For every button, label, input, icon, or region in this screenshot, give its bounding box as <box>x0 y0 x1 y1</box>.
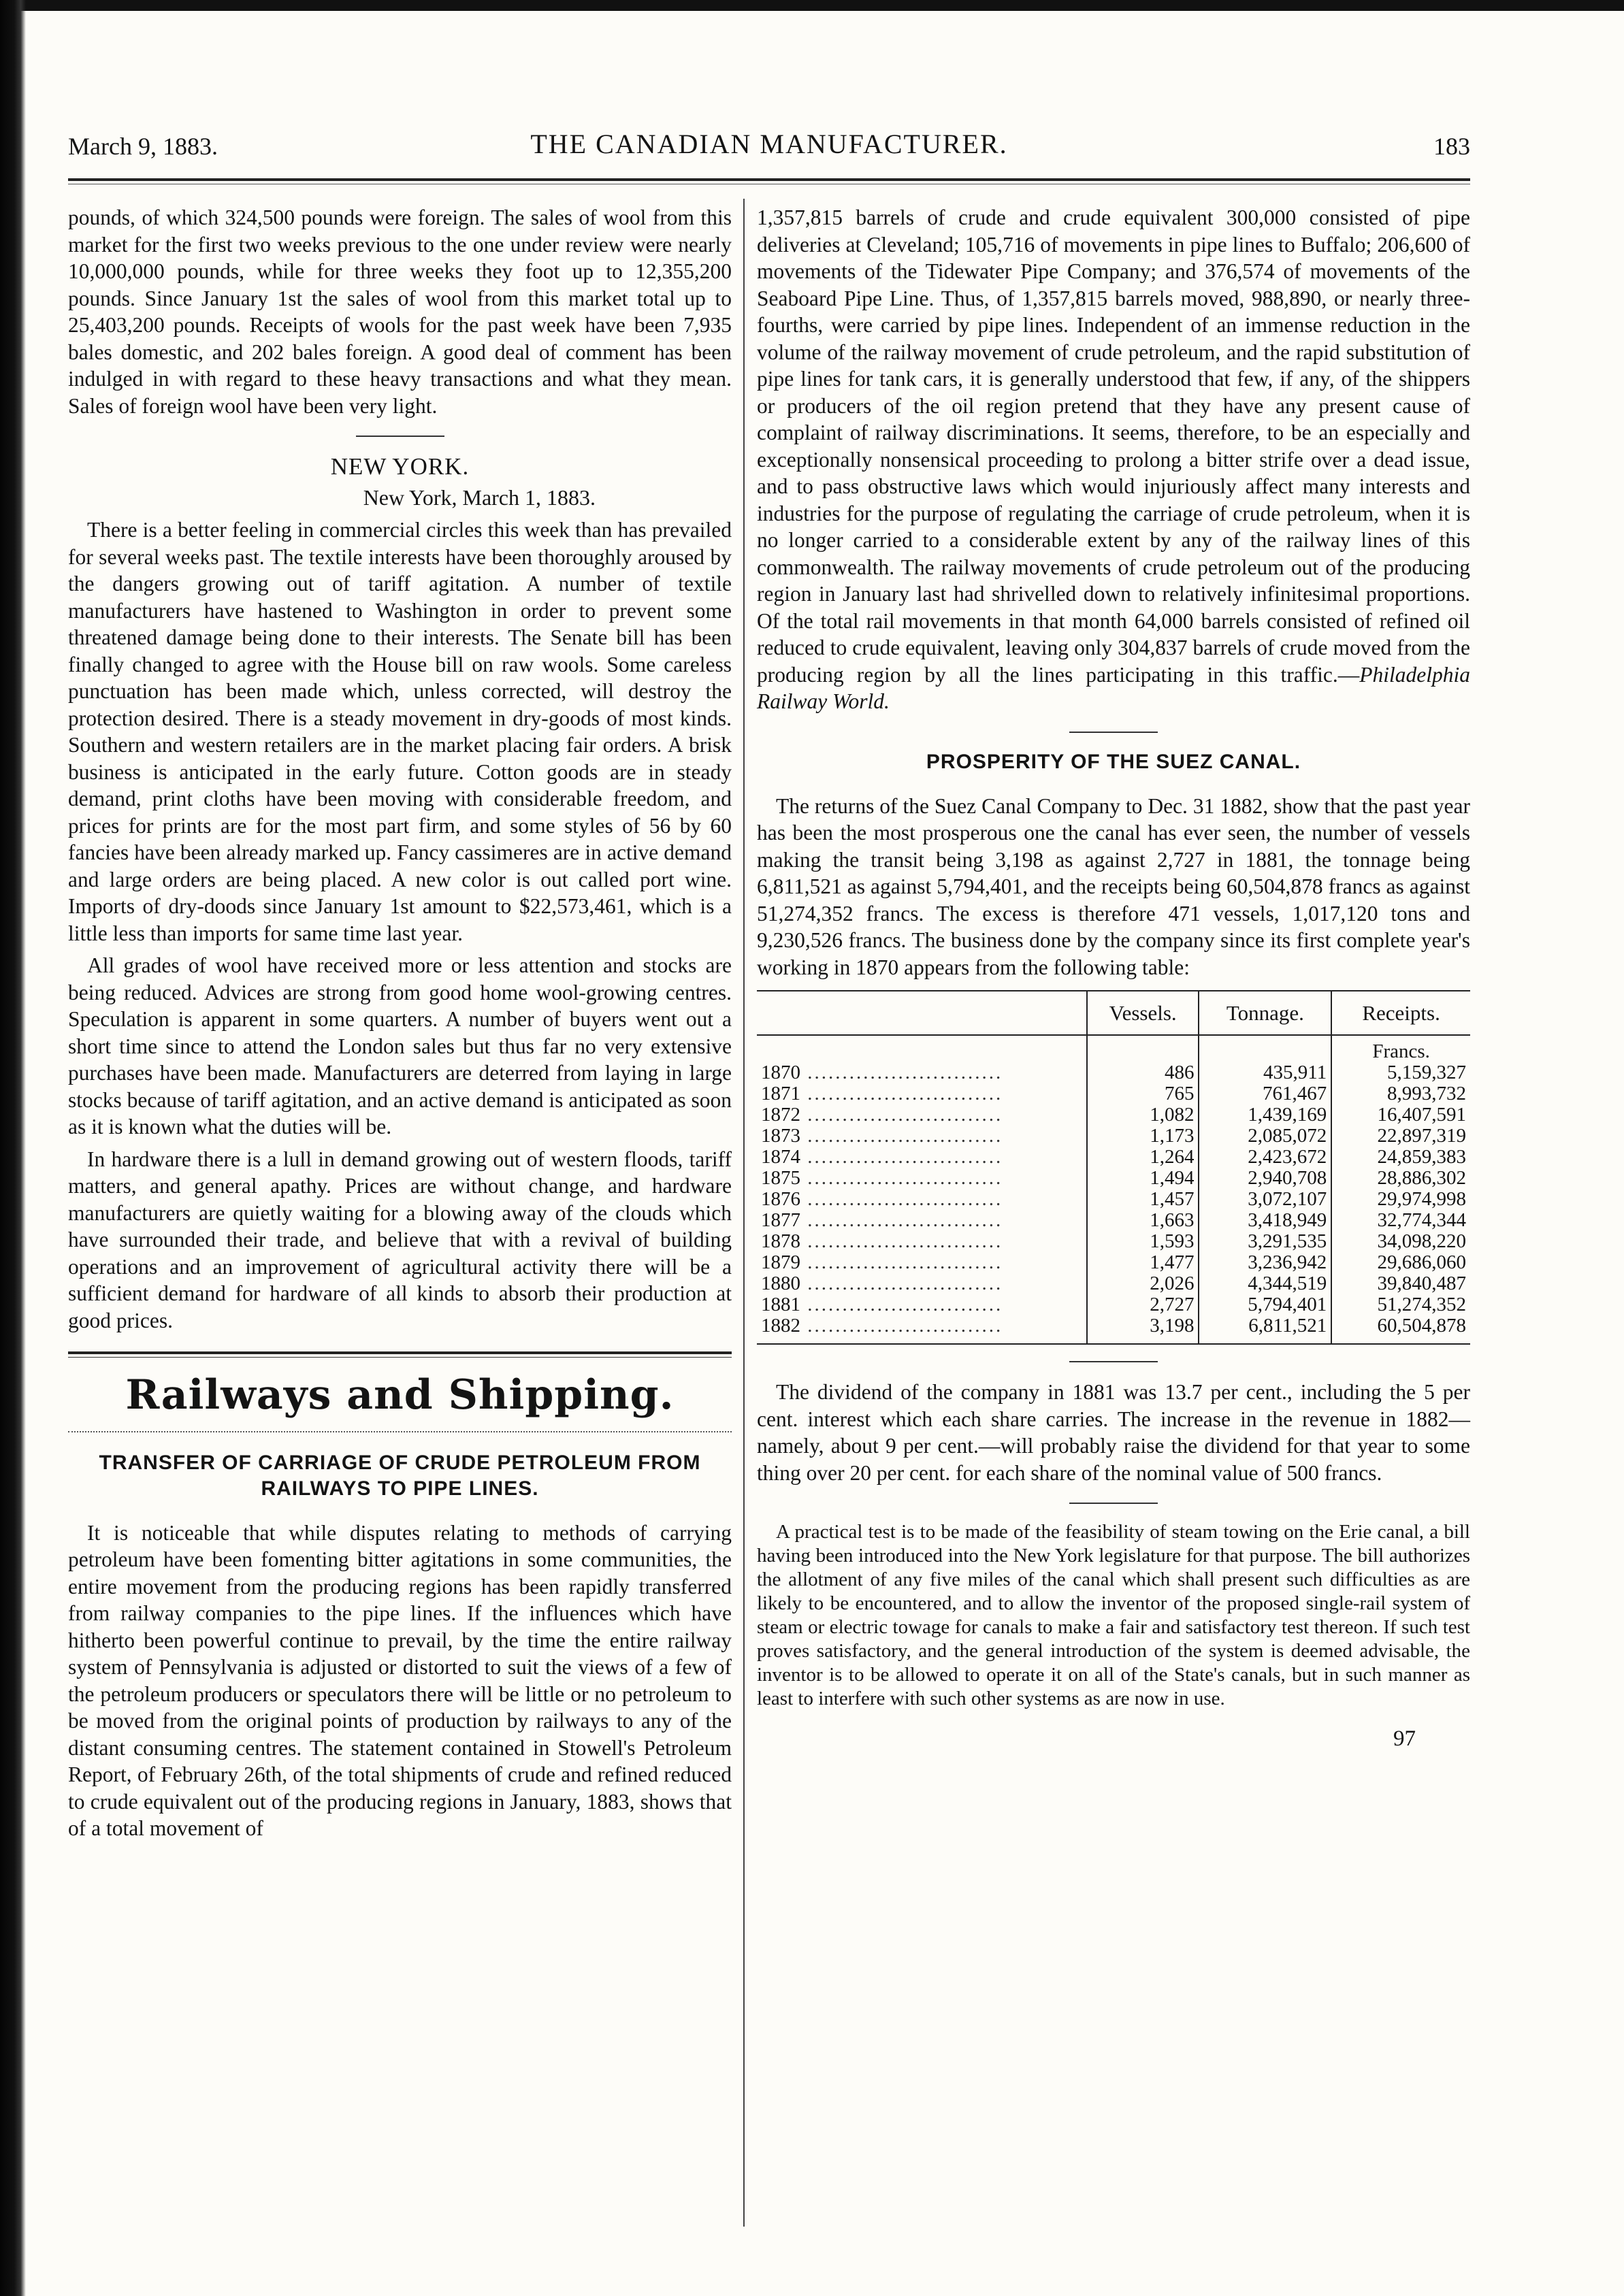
table-row <box>757 1168 1470 1189</box>
tonnage-cell: 5,794,401 <box>1199 1294 1331 1315</box>
separator-rule <box>1069 1503 1158 1504</box>
separator-rule <box>356 436 444 437</box>
tonnage-column-header: Tonnage. <box>1199 991 1331 1035</box>
vessels-cell: 1,663 <box>1087 1210 1199 1231</box>
dot-leader: ............................ <box>800 1083 1003 1104</box>
year-cell: 1874 ............................ <box>761 1146 1003 1168</box>
new-york-paragraph-1: There is a better feeling in commercial circles this week than has prevailed for several weeks past. The textile interests have been thoroughly aroused by the dangers growing out of tariff agitation. A number of textile manufacturers have hastened to Washington in order to prevent some threatened damage being done to their interests. The Senate bill has been finally changed to agree with the House bill on raw wools. Some careless punctuation has been made which, unless corrected, will destroy the protection desired. There is a steady movement in dry-goods of most kinds. Southern and western retailers are in the market placing fair orders. A brisk business is anticipated in the early future. Cotton goods are in steady demand, print cloths have been moving with considerable freedom, and prices for prints are for the most part firm, and some styles of 56 by 60 fancies have been already marked up. Fancy cassimeres are in active demand and large orders are being placed. A new color is out called port wine. Imports of dry-doods since January 1st amount to $22,573,461, which is a little less than imports for same time last year. <box>68 518 732 945</box>
table-row <box>757 1104 1470 1126</box>
vessels-cell: 2,026 <box>1087 1273 1199 1294</box>
dot-leader: ............................ <box>800 1146 1003 1168</box>
receipts-cell: 29,974,998 <box>1331 1189 1470 1210</box>
tonnage-cell: 3,418,949 <box>1199 1210 1331 1231</box>
left-column <box>68 204 732 1848</box>
vessels-cell: 1,264 <box>1087 1147 1199 1168</box>
header-rule <box>68 178 1470 181</box>
right-column <box>757 204 1470 1753</box>
separator-rule <box>1069 1361 1158 1362</box>
towing-paragraph: A practical test is to be made of the feasibility of steam towing on the Erie canal, a bill having been introduced into the New York legislature for that purpose. The bill authorizes the allotment of any five miles of the canal which shall present such difficulties as are likely to be encountered, and to allow the inventor of the proposed single-rail system of steam or electric towage for canals to make a fair and satisfactory test thereon. If such test proves satisfactory, and the general introduction of the system is deemed advisable, the inventor is to be allowed to operate it on all of the State's canals, but in such manner as least to interfere with such other systems as are now in use. <box>757 1521 1470 1709</box>
page-number: 183 <box>1433 133 1470 160</box>
tonnage-cell: 3,072,107 <box>1199 1189 1331 1210</box>
vessels-column-header: Vessels. <box>1087 991 1199 1035</box>
vessels-cell: 1,082 <box>1087 1104 1199 1126</box>
dot-leader: ............................ <box>800 1251 1003 1273</box>
table-body <box>757 1035 1470 1344</box>
vessels-cell: 765 <box>1087 1083 1199 1104</box>
receipts-cell: 8,993,732 <box>1331 1083 1470 1104</box>
vessels-cell: 1,477 <box>1087 1252 1199 1273</box>
table-row <box>757 1210 1470 1231</box>
tonnage-cell: 435,911 <box>1199 1062 1331 1083</box>
binding-shadow <box>0 0 26 2296</box>
column-divider <box>743 199 745 2227</box>
year-cell: 1871 ............................ <box>761 1083 1003 1104</box>
year-cell: 1875 ............................ <box>761 1167 1003 1189</box>
year-cell: 1876 ............................ <box>761 1188 1003 1210</box>
issue-date: March 9, 1883. <box>68 133 218 160</box>
receipts-cell: 28,886,302 <box>1331 1168 1470 1189</box>
tonnage-cell: 3,236,942 <box>1199 1252 1331 1273</box>
table-row <box>757 1062 1470 1083</box>
dot-leader: ............................ <box>800 1188 1003 1210</box>
section-double-rule <box>68 1351 732 1358</box>
dot-leader: ............................ <box>800 1273 1003 1294</box>
receipts-cell: 24,859,383 <box>1331 1147 1470 1168</box>
year-cell: 1882 ............................ <box>757 1315 1087 1344</box>
receipts-cell: 51,274,352 <box>1331 1294 1470 1315</box>
year-cell: 1878 ............................ <box>761 1230 1003 1252</box>
new-york-paragraph-3: In hardware there is a lull in demand growing out of western floods, tariff matters, and general apathy. Prices are without change, and hardware manufacturers are quietly waiting for a blowing away of the clouds which have surrounded their trade, and believe that with a revival of building operations and an improvement of agricultural activity there will be a sufficient demand for hardware of all kinds to absorb their production at good prices. <box>68 1147 732 1332</box>
year-cell: 1879 ............................ <box>761 1251 1003 1273</box>
separator-rule <box>1069 732 1158 733</box>
year-cell: 1873 ............................ <box>761 1125 1003 1147</box>
new-york-paragraph-2: All grades of wool have received more or less attention and stocks are being reduced. Advices are strong from good home wool-growing centres. Speculation is apparent in some quarters. A number of buyers went out a short time since to attend the London sales but thus far no very extensive purchases have been made. Manufacturers are deterred from laying in large stocks because of tariff agitation, and an active demand is anticipated as soon as it is known what the duties will be. <box>68 953 732 1138</box>
receipts-cell: 60,504,878 <box>1331 1315 1470 1344</box>
tonnage-cell: 4,344,519 <box>1199 1273 1331 1294</box>
table-row <box>757 1315 1470 1344</box>
table-row <box>757 1189 1470 1210</box>
vessels-cell: 2,727 <box>1087 1294 1199 1315</box>
page-header <box>68 128 1470 169</box>
petroleum-continuation-text: 1,357,815 barrels of crude and crude equivalent 300,000 consisted of pipe deliveries at Cleveland; 105,716 of movements in pipe lines to Buffalo; 206,600 of movements of the Tidewater Pipe Company; and 376,574 of movements of the Seaboard Pipe Line. Thus, of 1,357,815 barrels moved, 988,890, or nearly three-fourths, were carried by pipe lines. Independent of an immense reduction in the volume of the railway movement of crude petroleum, and the rapid substitution of pipe lines for tank cars, it is generally understood that few, if any, of the shippers or producers of the oil region pretend that they have any present cause of complaint of railway discriminations. It seems, therefore, to be an especially and exceptionally nonsensical proceeding to prolong a bitter strife over a dead issue, and to pass obstructive laws which would injuriously affect many interests and industries for the purpose of regulating the carriage of crude petroleum, when it is no longer carried to a considerable extent by any of the railway lines of this commonwealth. The railway movements of crude petroleum out of the producing region in January last had shrivelled down to relatively infinitesimal proportions. Of the total rail movements in that month 64,000 barrels consisted of refined oil reduced to crude equivalent, leaving only 304,837 barrels of crude moved from the producing region by all the lines participating in this traffic.— <box>757 206 1470 687</box>
dot-leader: ............................ <box>800 1315 1003 1336</box>
page-top-edge <box>0 0 1624 11</box>
table-row <box>757 1294 1470 1315</box>
year-cell: 1877 ............................ <box>761 1209 1003 1231</box>
tonnage-cell: 2,423,672 <box>1199 1147 1331 1168</box>
receipts-cell: 22,897,319 <box>1331 1126 1470 1147</box>
dot-leader: ............................ <box>800 1294 1003 1315</box>
receipts-cell: 39,840,487 <box>1331 1273 1470 1294</box>
year-cell: 1880 ............................ <box>761 1273 1003 1294</box>
dot-leader: ............................ <box>800 1230 1003 1252</box>
new-york-dateline: New York, March 1, 1883. <box>363 485 596 510</box>
tonnage-cell: 2,940,708 <box>1199 1168 1331 1189</box>
tonnage-cell: 2,085,072 <box>1199 1126 1331 1147</box>
receipts-cell: 16,407,591 <box>1331 1104 1470 1126</box>
table-row <box>757 1273 1470 1294</box>
suez-article-title: PROSPERITY OF THE SUEZ CANAL. <box>926 750 1301 773</box>
year-cell: 1881 ............................ <box>761 1294 1003 1315</box>
vessels-cell: 1,593 <box>1087 1231 1199 1252</box>
tonnage-cell: 1,439,169 <box>1199 1104 1331 1126</box>
dot-leader: ............................ <box>800 1062 1003 1083</box>
receipts-cell: 29,686,060 <box>1331 1252 1470 1273</box>
year-cell: 1870 ............................ <box>761 1062 1003 1083</box>
table-row <box>757 1231 1470 1252</box>
vessels-cell: 1,494 <box>1087 1168 1199 1189</box>
year-cell: 1872 ............................ <box>761 1104 1003 1126</box>
railways-shipping-heading: Railways and Shipping. <box>125 1371 675 1419</box>
petroleum-paragraph: It is noticeable that while disputes relating to methods of carrying petroleum have been fomenting bitter agitations in some communities, the entire movement from the producing regions has been rapidly transferred from railway companies to the pipe lines. If the influences which have hitherto been powerful continue to prevail, by the time the entire railway system of Pennsylvania is adjusted or distorted to suit the views of a few of the petroleum producers or speculators there will be little or no petroleum to be moved from the original points of production by railways to any of the distant consuming centres. The statement contained in Stowell's Petroleum Report, of February 26th, of the total shipments of crude and refined reduced to crude equivalent out of the producing regions in January, 1883, shows that of a total movement of <box>68 1520 732 1840</box>
dot-leader: ............................ <box>800 1167 1003 1189</box>
dot-leader: ............................ <box>800 1125 1003 1147</box>
tonnage-cell: 3,291,535 <box>1199 1231 1331 1252</box>
tonnage-cell: 6,811,521 <box>1199 1315 1331 1344</box>
vessels-cell: 1,173 <box>1087 1126 1199 1147</box>
new-york-heading: NEW YORK. <box>330 453 470 480</box>
publication-title: THE CANADIAN MANUFACTURER. <box>530 129 1008 159</box>
petroleum-source: Philadelphia Railway World. <box>757 662 1470 713</box>
dot-leader: ............................ <box>800 1209 1003 1231</box>
vessels-cell: 1,457 <box>1087 1189 1199 1210</box>
table-header-row <box>757 991 1470 1035</box>
year-column-header <box>757 991 1087 1035</box>
suez-paragraph-2: The dividend of the company in 1881 was 13.7 per cent., including the 5 per cent. interest which each share carries. The increase in the revenue in 1882—namely, about 9 per cent.—will probably raise the dividend for that year to some thing over 20 per cent. for each share of the nominal value of 500 francs. <box>757 1380 1470 1485</box>
receipts-cell: 5,159,327 <box>1331 1062 1470 1083</box>
wool-continuation: pounds, of which 324,500 pounds were foreign. The sales of wool from this market for the first two weeks previous to the one under review were nearly 10,000,000 pounds, while for three weeks they foot up to 12,355,200 pounds. Since January 1st the sales of wool from this market total up to 25,403,200 pounds. Receipts of wools for the past week have been 7,935 bales domestic, and 202 bales foreign. A good deal of comment has been indulged in with regard to these heavy transactions and what they mean. Sales of foreign wool have been very light. <box>68 206 732 418</box>
dotted-separator <box>68 1431 732 1432</box>
vessels-cell: 486 <box>1087 1062 1199 1083</box>
suez-paragraph-1: The returns of the Suez Canal Company to Dec. 31 1882, show that the past year has been the most prosperous one the canal has ever seen, the number of vessels making the transit being 3,198 as against 2,727 in 1881, the tonnage being 6,811,521 as against 5,794,401, and the receipts being 60,504,878 francs as against 51,274,352 francs. The excess is therefore 471 vessels, 1,017,120 tons and 9,230,526 francs. The business done by the company since its first complete year's working in 1870 appears from the following table: <box>757 793 1470 979</box>
receipts-cell: 32,774,344 <box>1331 1210 1470 1231</box>
suez-statistics-table <box>757 990 1470 1345</box>
folio-number: 97 <box>1393 1726 1416 1751</box>
petroleum-article-title: TRANSFER OF CARRIAGE OF CRUDE PETROLEUM FROM RAILWAYS TO PIPE LINES. <box>99 1451 701 1500</box>
dot-leader: ............................ <box>800 1104 1003 1126</box>
table-row <box>757 1147 1470 1168</box>
table-row <box>757 1252 1470 1273</box>
table-row <box>757 1126 1470 1147</box>
unit-row <box>757 1035 1470 1062</box>
receipts-column-header: Receipts. <box>1331 991 1470 1035</box>
table-row <box>757 1083 1470 1104</box>
receipts-unit: Francs. <box>1331 1035 1470 1062</box>
vessels-cell: 3,198 <box>1087 1315 1199 1344</box>
tonnage-cell: 761,467 <box>1199 1083 1331 1104</box>
receipts-cell: 34,098,220 <box>1331 1231 1470 1252</box>
petroleum-continuation <box>757 204 1470 715</box>
